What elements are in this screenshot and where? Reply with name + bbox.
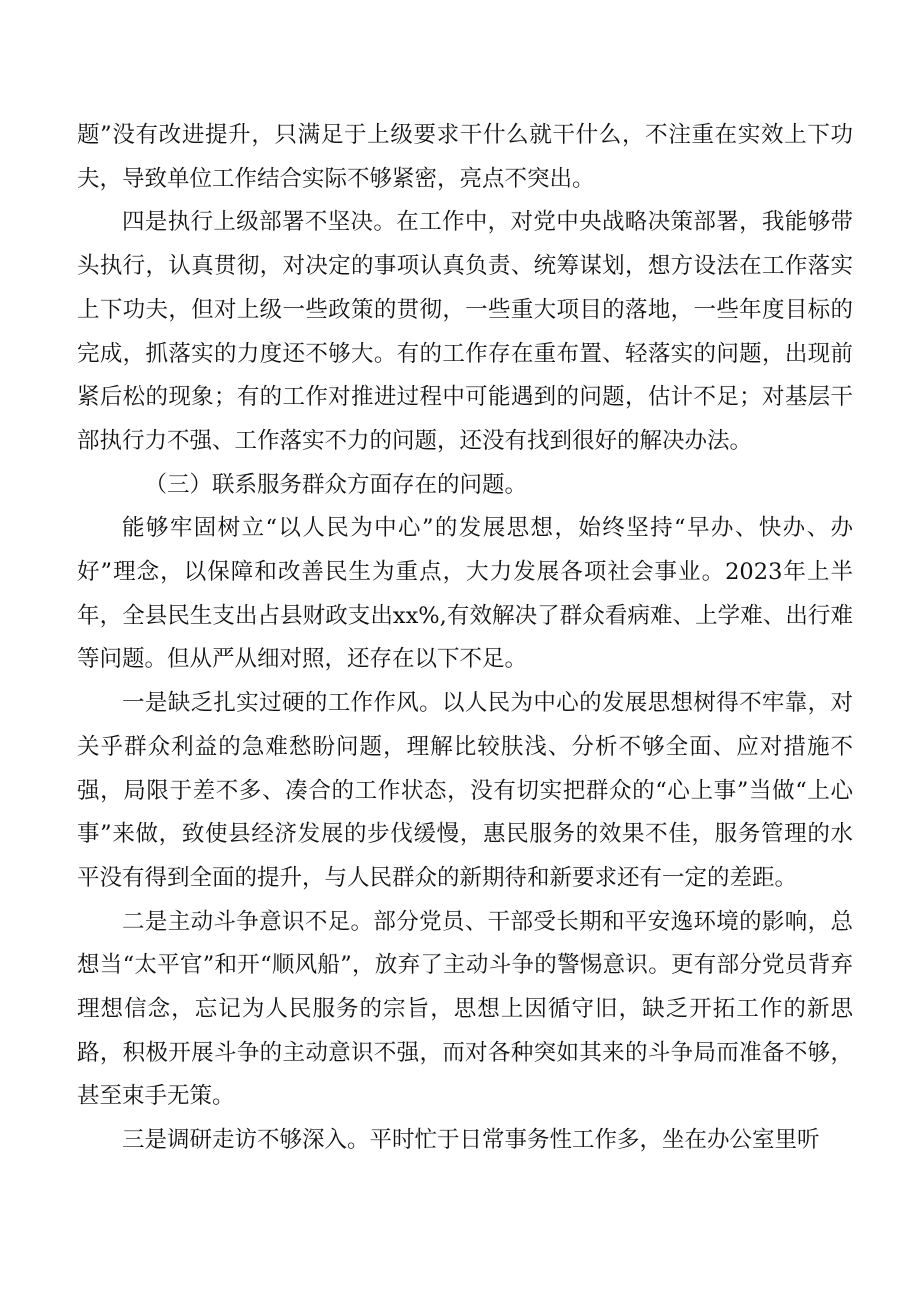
paragraph-struggle-awareness: 二是主动斗争意识不足。部分党员、干部受长期和平安逸环境的影响，总想当“太平官”和开“顺风船”，放弃了主动斗争的警惕意识。更有部分党员背弃理想信念，忘记为人民服务的宗旨，思想上因循守旧，缺乏开拓工作的新思路，积极开展斗争的主动意识不强，而对各种突如其来的斗争局而准备不够，甚至束手无策。	[77, 908, 853, 1110]
document-page	[77, 114, 853, 1163]
paragraph-research-visits: 三是调研走访不够深入。平时忙于日常事务性工作多，坐在办公室里听	[122, 1127, 820, 1154]
paragraph-continuation: 题”没有改进提升，只满足于上级要求干什么就干什么，不注重在实效上下功夫，导致单位工作结合实际不够紧密，亮点不突出。	[77, 122, 853, 192]
paragraph-work-style: 一是缺乏扎实过硬的工作作风。以人民为中心的发展思想树得不牢靠，对关乎群众利益的急难愁盼问题，理解比较肤浅、分析不够全面、应对措施不强，局限于差不多、凑合的工作状态，没有切实把群众的“心上事”当做“上心事”来做，致使县经济发展的步伐缓慢，惠民服务的效果不佳，服务管理的水平没有得到全面的提升，与人民群众的新期待和新要求还有一定的差距。	[77, 690, 853, 891]
section-heading-mass-service: （三）联系服务群众方面存在的问题。	[144, 471, 528, 498]
paragraph-people-centered: 能够牢固树立“以人民为中心”的发展思想，始终坚持“早办、快办、办好”理念，以保障和改善民生为重点，大力发展各项社会事业。2023年上半年，全县民生支出占县财政支出xx%,有效解决了群众看病难、上学难、出行难等问题。但从严从细对照，还存在以下不足。	[77, 515, 853, 673]
paragraph-execution-issue: 四是执行上级部署不坚决。在工作中，对党中央战略决策部署，我能够带头执行，认真贯彻，对决定的事项认真负责、统筹谋划，想方设法在工作落实上下功夫，但对上级一些政策的贯彻，一些重大项目的落地，一些年度目标的完成，抓落实的力度还不够大。有的工作存在重布置、轻落实的问题，出现前紧后松的现象；有的工作对推进过程中可能遇到的问题，估计不足；对基层干部执行力不强、工作落实不力的问题，还没有找到很好的解决办法。	[77, 209, 853, 454]
